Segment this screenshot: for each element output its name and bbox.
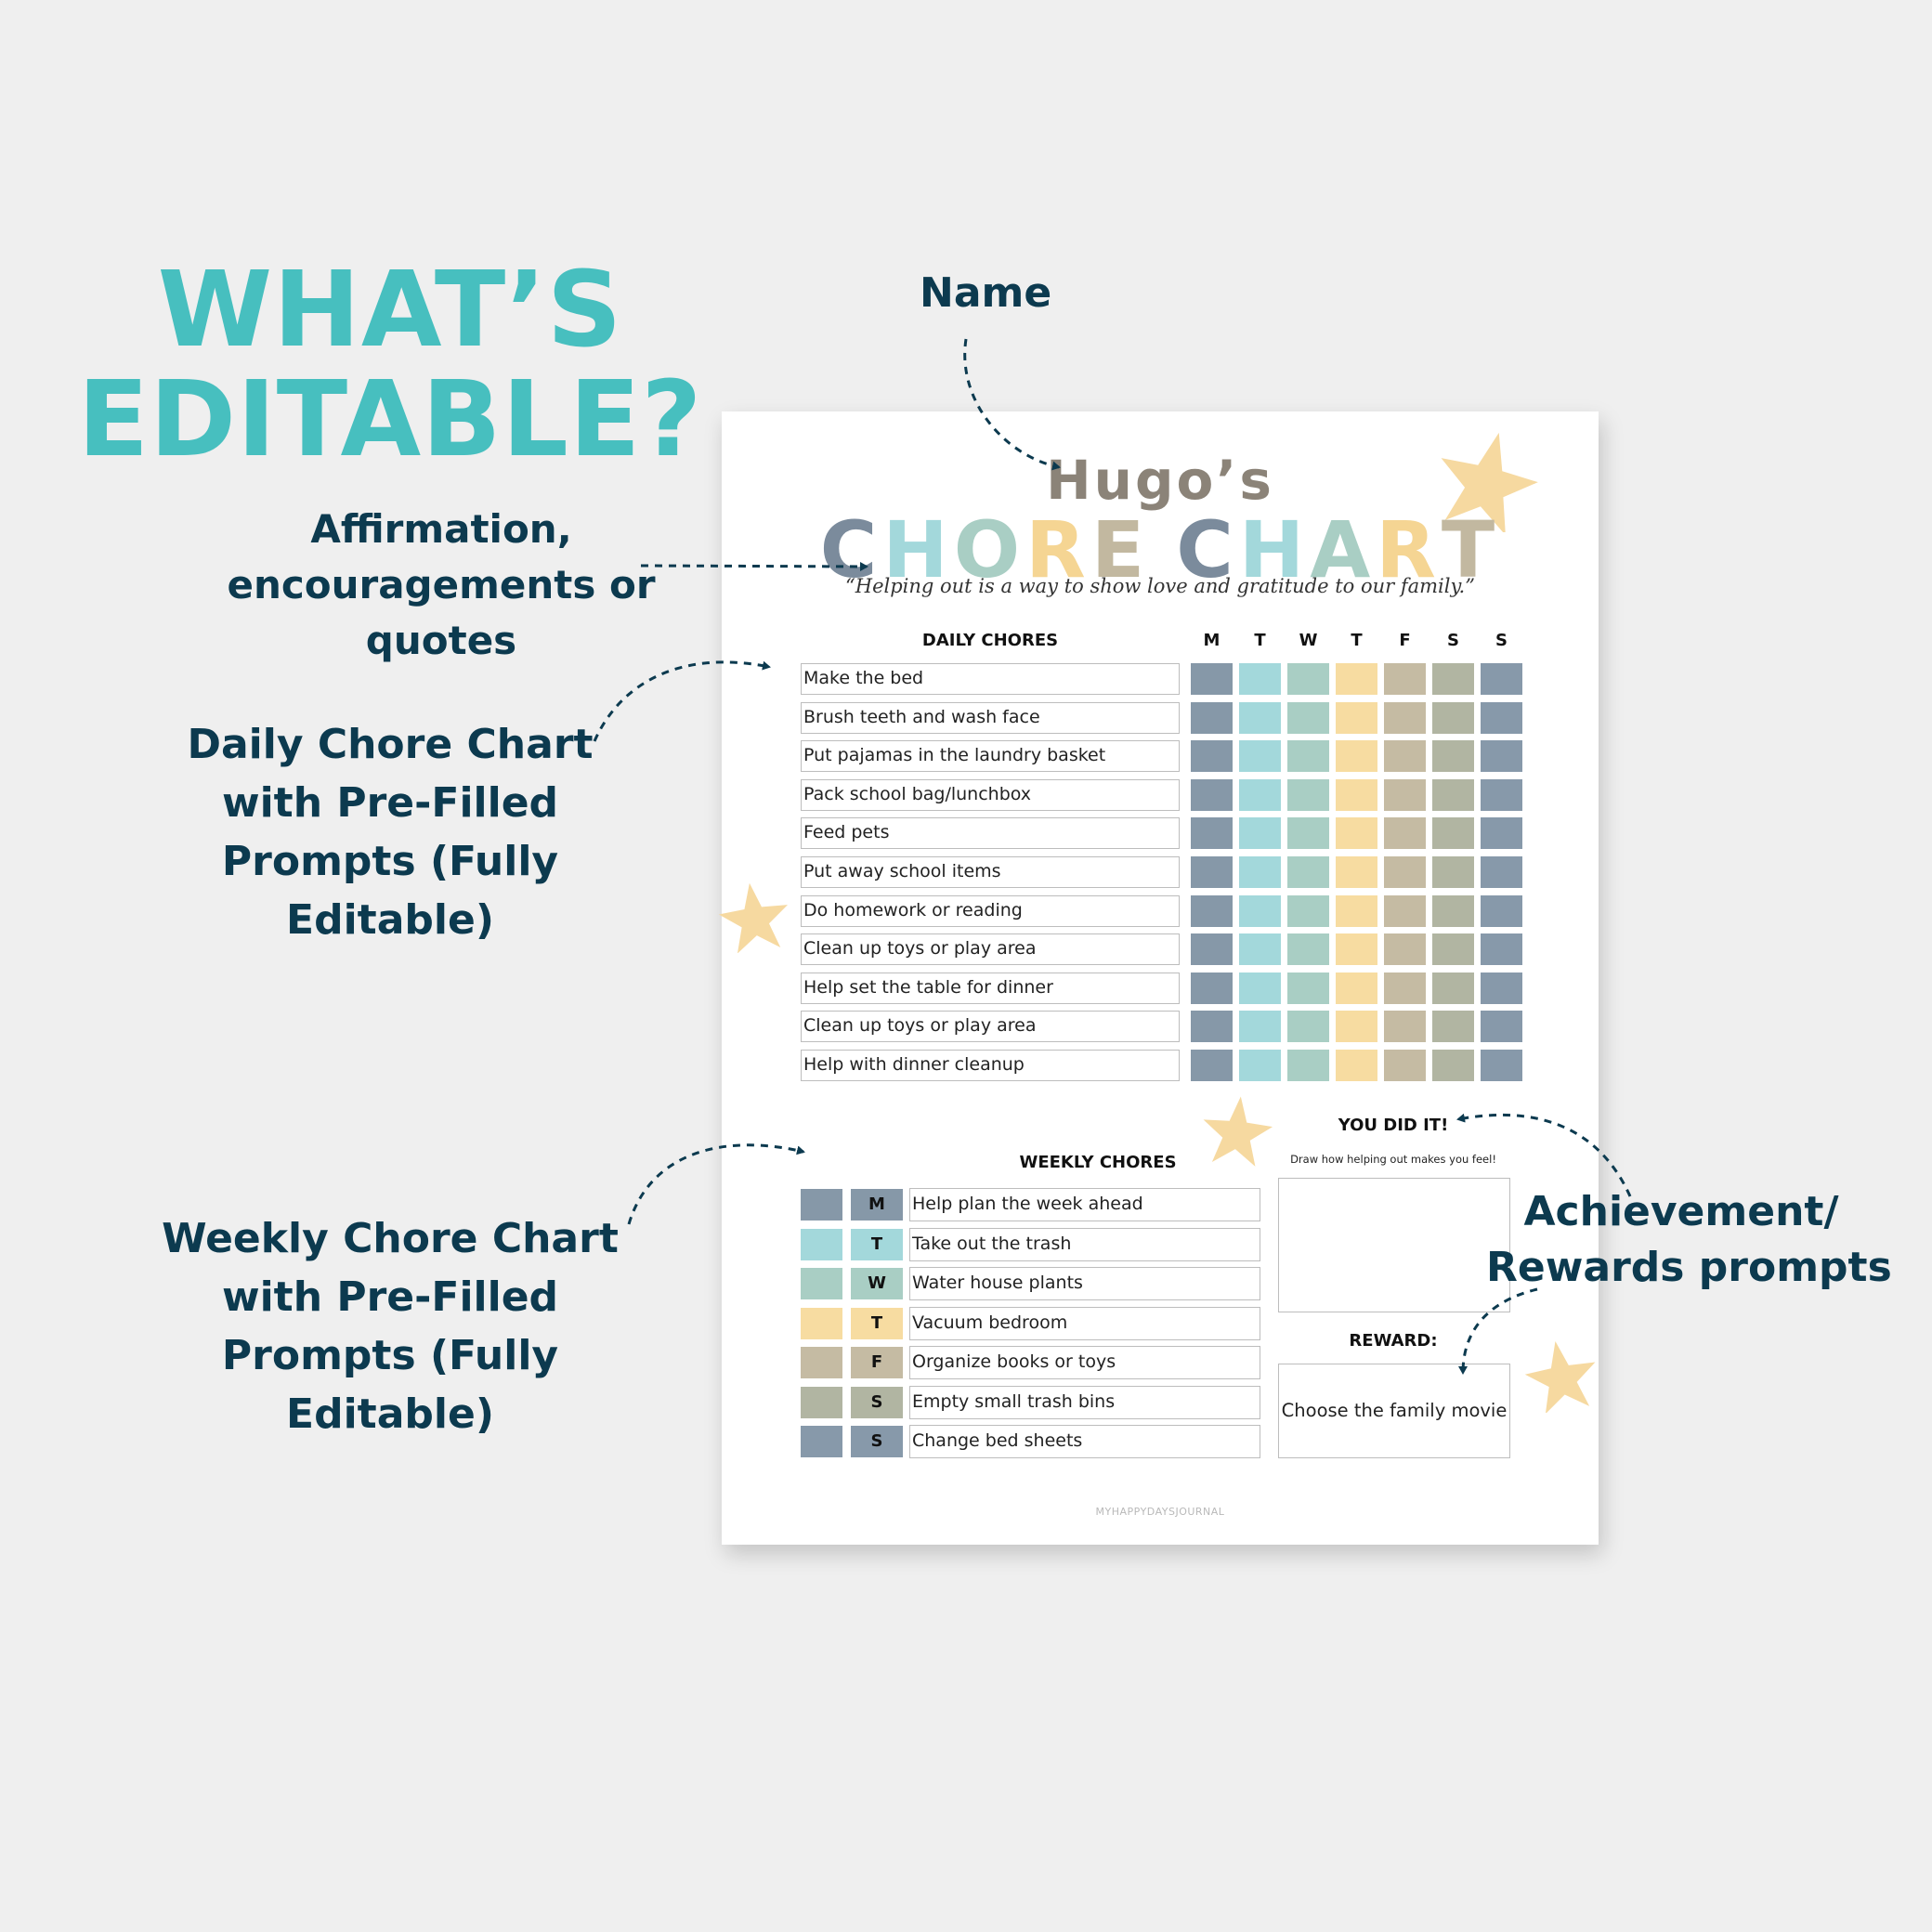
weekly-day-label: M [851,1189,903,1221]
check-cell[interactable] [1287,702,1329,734]
weekly-color-swatch[interactable] [801,1268,842,1299]
draw-prompt: Draw how helping out makes you feel! [1290,1153,1496,1166]
weekly-chore-field[interactable]: Organize books or toys [909,1346,1260,1379]
weekly-color-swatch[interactable] [801,1189,842,1221]
callout-achievement [1486,1184,1892,1296]
check-cell[interactable] [1336,1011,1377,1042]
check-cell[interactable] [1287,779,1329,811]
weekly-color-swatch[interactable] [801,1308,842,1339]
check-cell[interactable] [1191,973,1233,1004]
reward-label: REWARD: [1349,1331,1438,1351]
check-cell[interactable] [1384,973,1426,1004]
headline-line-2: EDITABLE? [77,359,703,480]
callout-line: quotes [365,618,517,663]
callout-line: Achievement/ [1523,1188,1839,1235]
check-cell[interactable] [1432,817,1474,849]
check-cell[interactable] [1287,740,1329,772]
check-cell[interactable] [1336,740,1377,772]
check-cell[interactable] [1384,779,1426,811]
title-letter: A [1310,504,1377,595]
weekly-chores-header: WEEKLY CHORES [1019,1153,1177,1172]
weekly-day-label: F [851,1347,903,1378]
check-cell[interactable] [1481,1011,1522,1042]
check-cell[interactable] [1239,933,1281,965]
daily-chore-field[interactable]: Put away school items [801,856,1180,888]
day-header: M [1203,631,1221,650]
title-letter: E [1090,504,1151,595]
child-name[interactable]: Hugo’s [1046,449,1274,512]
title-letter: H [1238,504,1311,595]
check-cell[interactable] [1336,817,1377,849]
check-cell[interactable] [1287,1011,1329,1042]
daily-chore-field[interactable]: Clean up toys or play area [801,933,1180,965]
check-cell[interactable] [1384,895,1426,927]
check-cell[interactable] [1432,702,1474,734]
check-cell[interactable] [1481,702,1522,734]
check-cell[interactable] [1239,856,1281,888]
weekly-chore-field[interactable]: Vacuum bedroom [909,1307,1260,1340]
check-cell[interactable] [1481,817,1522,849]
check-cell[interactable] [1239,740,1281,772]
check-cell[interactable] [1239,1050,1281,1081]
footer-brand: MYHAPPYDAYSJOURNAL [1095,1506,1225,1518]
callout-line: Prompts (Fully [221,1332,559,1379]
day-header: T [1254,631,1266,650]
check-cell[interactable] [1336,895,1377,927]
check-cell[interactable] [1287,856,1329,888]
check-cell[interactable] [1239,973,1281,1004]
callout-line: encouragements or [227,562,656,607]
callout-line: with Pre-Filled [221,1273,559,1321]
check-cell[interactable] [1191,702,1233,734]
callout-line: Daily Chore Chart [187,721,594,768]
check-cell[interactable] [1432,856,1474,888]
callout-weekly-chart [158,1209,622,1443]
check-cell[interactable] [1432,779,1474,811]
check-cell[interactable] [1239,895,1281,927]
check-cell[interactable] [1481,779,1522,811]
check-cell[interactable] [1287,663,1329,695]
daily-chore-field[interactable]: Put pajamas in the laundry basket [801,740,1180,772]
check-cell[interactable] [1481,933,1522,965]
check-cell[interactable] [1384,1050,1426,1081]
weekly-day-label: T [851,1308,903,1339]
check-cell[interactable] [1191,1011,1233,1042]
weekly-chore-field[interactable]: Help plan the week ahead [909,1188,1260,1221]
callout-line: Editable) [286,896,494,944]
check-cell[interactable] [1191,895,1233,927]
check-cell[interactable] [1239,1011,1281,1042]
check-cell[interactable] [1191,740,1233,772]
check-cell[interactable] [1287,1050,1329,1081]
check-cell[interactable] [1432,1050,1474,1081]
check-cell[interactable] [1336,663,1377,695]
check-cell[interactable] [1481,895,1522,927]
callout-line: Weekly Chore Chart [162,1215,619,1262]
weekly-chore-field[interactable]: Water house plants [909,1267,1260,1300]
check-cell[interactable] [1239,817,1281,849]
check-cell[interactable] [1239,702,1281,734]
check-cell[interactable] [1287,817,1329,849]
title-letter: R [1025,504,1091,595]
reward-field[interactable]: Choose the family movie [1278,1364,1510,1458]
check-cell[interactable] [1384,817,1426,849]
weekly-color-swatch[interactable] [801,1387,842,1418]
callout-line: Rewards prompts [1486,1244,1892,1291]
check-cell[interactable] [1287,933,1329,965]
daily-chore-field[interactable]: Brush teeth and wash face [801,702,1180,734]
check-cell[interactable] [1432,663,1474,695]
callout-name: Name [920,269,1052,317]
title-letter: O [953,504,1026,595]
weekly-color-swatch[interactable] [801,1229,842,1260]
check-cell[interactable] [1384,702,1426,734]
check-cell[interactable] [1336,702,1377,734]
weekly-day-label: S [851,1426,903,1457]
drawing-box[interactable] [1278,1178,1510,1312]
title-letter: R [1376,504,1442,595]
callout-line: Editable) [286,1390,494,1438]
check-cell[interactable] [1481,663,1522,695]
check-cell[interactable] [1384,1011,1426,1042]
check-cell[interactable] [1481,856,1522,888]
check-cell[interactable] [1191,817,1233,849]
you-did-it-title: YOU DID IT! [1338,1116,1449,1135]
callout-line: Affirmation, [310,506,572,552]
check-cell[interactable] [1336,856,1377,888]
check-cell[interactable] [1481,973,1522,1004]
headline-line-1: WHAT’S [157,250,623,371]
check-cell[interactable] [1191,856,1233,888]
check-cell[interactable] [1336,933,1377,965]
daily-chores-header: DAILY CHORES [921,631,1059,650]
title-letter: H [882,504,954,595]
headline [74,250,706,480]
day-header: T [1351,631,1363,650]
check-cell[interactable] [1336,973,1377,1004]
check-cell[interactable] [1239,663,1281,695]
weekly-color-swatch[interactable] [801,1426,842,1457]
chore-chart-page [722,411,1599,1545]
check-cell[interactable] [1336,1050,1377,1081]
check-cell[interactable] [1432,933,1474,965]
daily-chore-field[interactable]: Feed pets [801,817,1180,849]
check-cell[interactable] [1191,779,1233,811]
day-header: S [1495,631,1508,650]
day-header: S [1447,631,1459,650]
daily-chore-field[interactable]: Make the bed [801,663,1180,695]
weekly-day-label: S [851,1387,903,1418]
check-cell[interactable] [1481,1050,1522,1081]
daily-chore-field[interactable]: Pack school bag/lunchbox [801,779,1180,811]
check-cell[interactable] [1481,740,1522,772]
check-cell[interactable] [1191,663,1233,695]
check-cell[interactable] [1239,779,1281,811]
star-icon [1524,1338,1599,1413]
callout-affirmation [223,502,659,669]
check-cell[interactable] [1432,895,1474,927]
affirmation-quote[interactable]: “Helping out is a way to show love and gratitude to our family.” [845,575,1475,597]
check-cell[interactable] [1287,973,1329,1004]
weekly-day-label: W [851,1268,903,1299]
check-cell[interactable] [1287,895,1329,927]
daily-chore-field[interactable]: Clean up toys or play area [801,1011,1180,1042]
daily-chore-field[interactable]: Do homework or reading [801,895,1180,927]
check-cell[interactable] [1432,740,1474,772]
callout-daily-chart [158,715,622,949]
check-cell[interactable] [1191,1050,1233,1081]
title-letter: C [819,504,883,595]
weekly-chore-field[interactable]: Empty small trash bins [909,1386,1260,1419]
day-header: F [1399,631,1411,650]
daily-chore-field[interactable]: Help set the table for dinner [801,973,1180,1004]
title-letter: T [1441,504,1501,595]
check-cell[interactable] [1384,663,1426,695]
check-cell[interactable] [1432,973,1474,1004]
check-cell[interactable] [1336,779,1377,811]
callout-line: Prompts (Fully [221,838,559,885]
check-cell[interactable] [1384,933,1426,965]
check-cell[interactable] [1384,856,1426,888]
check-cell[interactable] [1384,740,1426,772]
day-header: W [1299,631,1318,650]
daily-chore-field[interactable]: Help with dinner cleanup [801,1050,1180,1081]
callout-line: with Pre-Filled [221,779,559,827]
weekly-chore-field[interactable]: Take out the trash [909,1228,1260,1261]
title-letter: C [1176,504,1239,595]
weekly-day-label: T [851,1229,903,1260]
check-cell[interactable] [1191,933,1233,965]
star-icon [718,881,790,953]
weekly-chore-field[interactable]: Change bed sheets [909,1425,1260,1458]
check-cell[interactable] [1432,1011,1474,1042]
weekly-color-swatch[interactable] [801,1347,842,1378]
